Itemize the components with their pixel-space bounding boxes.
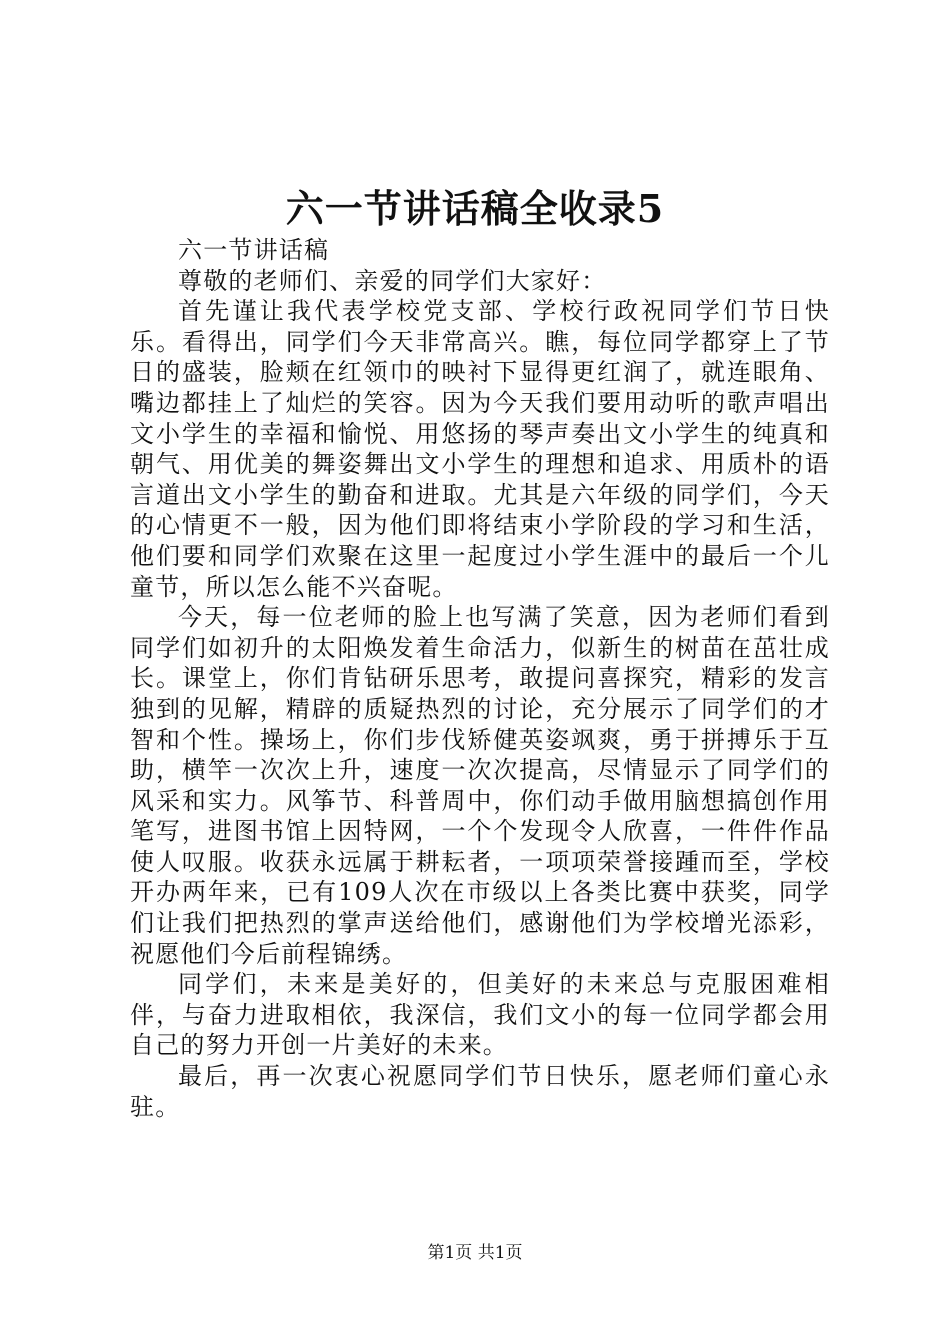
document-body <box>130 235 830 1122</box>
document-title: 六一节讲话稿全收录5 <box>285 186 665 231</box>
paragraph-greeting: 尊敬的老师们、亲爱的同学们大家好： <box>178 266 607 295</box>
paragraph-body: 首先谨让我代表学校党支部、学校行政祝同学们节日快乐。看得出，同学们今天非常高兴。瞧，每位同学都穿上了节日的盛装，脸颊在红领巾的映衬下显得更红润了，就连眼角、嘴边都挂上了灿烂的笑容。因为今天我们要用动听的歌声唱出文小学生的幸福和愉悦、用悠扬的琴声奏出文小学生的纯真和朝气、用优美的舞姿舞出文小学生的理想和追求、用质朴的语言道出文小学生的勤奋和进取。尤其是六年级的同学们，今天的心情更不一般，因为他们即将结束小学阶段的学习和生活，他们要和同学们欢聚在这里一起度过小学生涯中的最后一个儿童节，所以怎么能不兴奋呢。 <box>130 297 830 601</box>
paragraph-body: 今天，每一位老师的脸上也写满了笑意，因为老师们看到同学们如初升的太阳焕发着生命活力，似新生的树苗在茁壮成长。课堂上，你们肯钻研乐思考，敢提问喜探究，精彩的发言独到的见解，精辟的质疑热烈的讨论，充分展示了同学们的才智和个性。操场上，你们步伐矫健英姿飒爽，勇于拼搏乐于互助，横竿一次次上升，速度一次次提高，尽情显示了同学们的风采和实力。风筝节、科普周中，你们动手做用脑想搞创作用笔写，进图书馆上因特网，一个个发现令人欣喜，一件件作品使人叹服。收获永远属于耕耘者，一项项荣誉接踵而至，学校开办两年来，已有109人次在市级以上各类比赛中获奖，同学们让我们把热烈的掌声送给他们，感谢他们为学校增光添彩，祝愿他们今后前程锦绣。 <box>130 603 830 968</box>
page-footer: 第1页 共1页 <box>427 1243 523 1263</box>
paragraph-heading: 六一节讲话稿 <box>178 236 330 264</box>
paragraph-closing: 最后，再一次衷心祝愿同学们节日快乐，愿老师们童心永驻。 <box>130 1062 830 1121</box>
paragraph-body: 同学们，未来是美好的，但美好的未来总与克服困难相伴，与奋力进取相依，我深信，我们文小的每一位同学都会用自己的努力开创一片美好的未来。 <box>130 970 830 1060</box>
